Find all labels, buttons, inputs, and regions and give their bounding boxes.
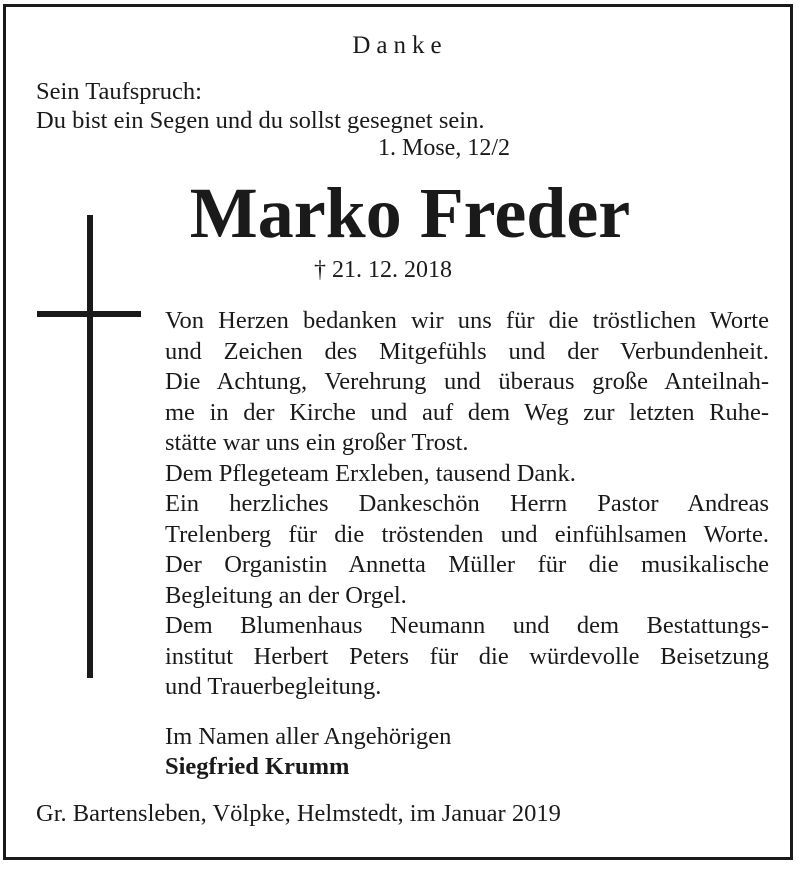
baptism-intro: Sein Taufspruch:	[36, 78, 202, 105]
baptism-verse-block	[36, 77, 484, 135]
text-line: Der Organistin Annetta Müller für die musikalische	[165, 551, 769, 578]
closing-line: Im Namen aller Angehörigen	[165, 723, 452, 750]
verse-reference: 1. Mose, 12/2	[378, 135, 510, 161]
text-line: Dem Blumenhaus Neumann und dem Bestattungs-	[165, 612, 769, 639]
text-line: Begleitung an der Orgel.	[165, 581, 407, 609]
death-date: † 21. 12. 2018	[314, 257, 452, 283]
signer-name: Siegfried Krumm	[165, 753, 350, 780]
text-line: Ein herzliches Dankeschön Herrn Pastor Andreas	[165, 490, 769, 517]
text-line: und Zeichen des Mitgefühls und der Verbundenheit.	[165, 337, 769, 365]
text-line: Von Herzen bedanken wir uns für die tröstlichen Worte	[165, 307, 769, 334]
place-date-line: Gr. Bartensleben, Völpke, Helmstedt, im Januar 2019	[36, 800, 561, 827]
deceased-name: Marko Freder	[189, 173, 631, 253]
text-line: stätte war uns ein großer Trost.	[165, 429, 469, 456]
notice-heading: Danke	[352, 32, 448, 59]
baptism-verse: Du bist ein Segen und du sollst gesegnet sein.	[36, 107, 485, 134]
text-line: institut Herbert Peters für die würdevolle Beisetzung	[165, 642, 769, 670]
text-line: Die Achtung, Verehrung und überaus große Anteilnah-	[165, 368, 769, 395]
closing-block	[165, 722, 451, 782]
text-line: Trelenberg für die tröstenden und einfühlsamen Worte.	[165, 520, 769, 548]
text-line: Dem Pflegeteam Erxleben, tausend Dank.	[165, 459, 576, 487]
thank-you-text	[165, 306, 769, 703]
cross-icon-crossbar	[37, 311, 141, 317]
text-line: me in der Kirche und auf dem Weg zur letzten Ruhe-	[165, 398, 769, 426]
cross-icon	[87, 215, 93, 678]
text-line: und Trauerbegleitung.	[165, 673, 382, 700]
